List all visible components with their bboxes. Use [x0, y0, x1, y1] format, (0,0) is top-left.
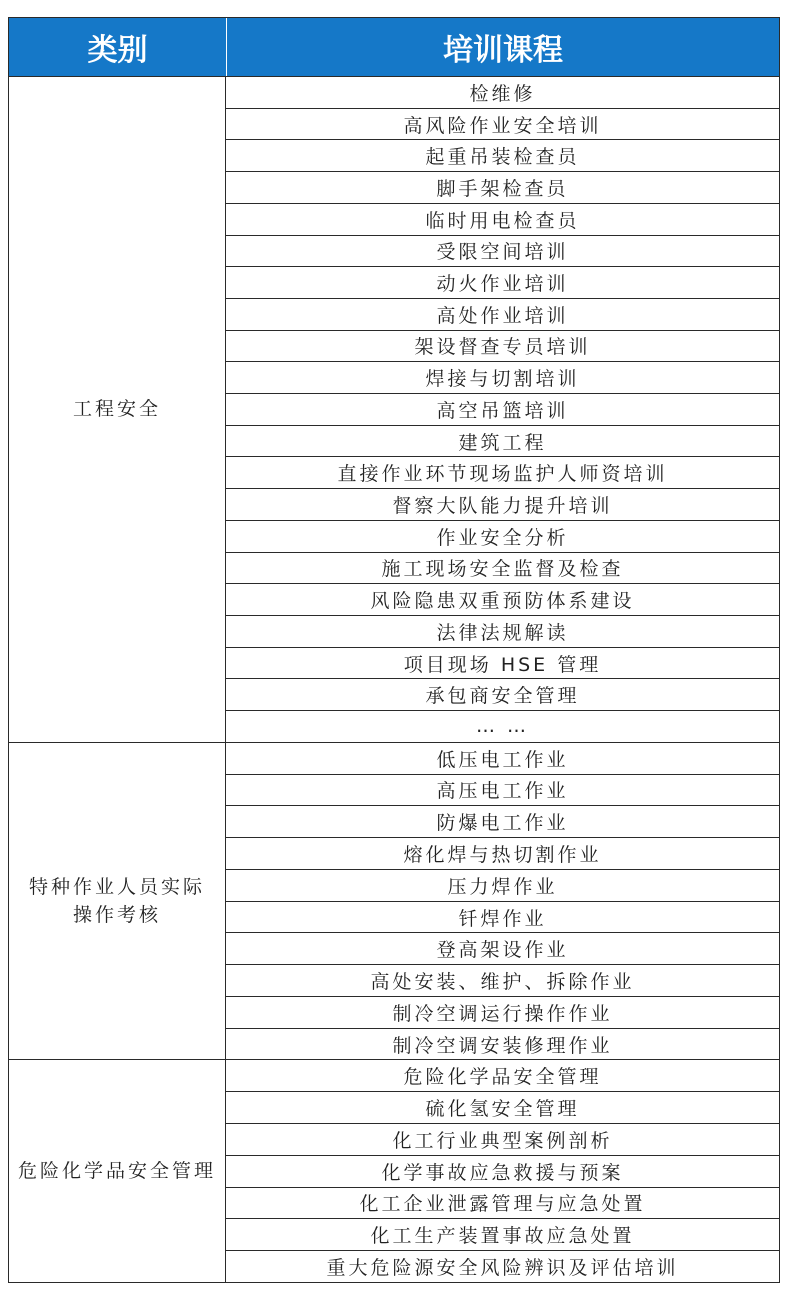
- course-cell: 风险隐患双重预防体系建设: [226, 584, 779, 616]
- course-cell: 高处安装、维护、拆除作业: [226, 965, 779, 997]
- course-cell: 项目现场 HSE 管理: [226, 648, 779, 680]
- course-cell: 高空吊篮培训: [226, 394, 779, 426]
- table-body: [9, 77, 779, 1282]
- course-cell: 施工现场安全监督及检查: [226, 553, 779, 585]
- course-cell: 登高架设作业: [226, 933, 779, 965]
- category-label: 特种作业人员实际操作考核: [28, 876, 205, 927]
- group-hazardous-chemicals: [9, 1060, 779, 1282]
- course-cell: 直接作业环节现场监护人师资培训: [226, 457, 779, 489]
- category-cell: [9, 743, 226, 1060]
- header-course: 培训课程: [443, 33, 563, 68]
- course-cell: 钎焊作业: [226, 902, 779, 934]
- table-header: [9, 18, 779, 77]
- category-cell: 工程安全: [9, 77, 226, 742]
- course-cell: 法律法规解读: [226, 616, 779, 648]
- course-cell: 重大危险源安全风险辨识及评估培训: [326, 1257, 679, 1280]
- group-special-operations: [9, 743, 779, 1061]
- group-engineering-safety: [9, 77, 779, 743]
- training-table: [8, 17, 780, 1283]
- course-cell: 焊接与切割培训: [226, 362, 779, 394]
- course-cell: 架设督查专员培训: [226, 331, 779, 363]
- course-cell: 作业安全分析: [226, 521, 779, 553]
- course-cell: 制冷空调安装修理作业: [392, 1034, 613, 1057]
- course-list: [226, 743, 779, 1060]
- course-cell: 压力焊作业: [226, 870, 779, 902]
- course-cell: 危险化学品安全管理: [226, 1060, 779, 1092]
- course-list: [226, 1060, 779, 1282]
- course-cell: 硫化氢安全管理: [226, 1092, 779, 1124]
- course-cell: 高处作业培训: [226, 299, 779, 331]
- course-cell: 化工行业典型案例剖析: [226, 1124, 779, 1156]
- course-cell: 检维修: [226, 77, 779, 109]
- course-cell: 高压电工作业: [226, 775, 779, 807]
- course-list: [226, 77, 779, 742]
- course-cell: 高风险作业安全培训: [226, 109, 779, 141]
- course-cell: 化学事故应急救援与预案: [226, 1156, 779, 1188]
- course-cell: 脚手架检查员: [226, 172, 779, 204]
- course-cell: … …: [475, 715, 530, 738]
- course-cell: 制冷空调运行操作作业: [226, 997, 779, 1029]
- course-cell: 化工企业泄露管理与应急处置: [226, 1188, 779, 1220]
- course-cell: 低压电工作业: [226, 743, 779, 775]
- category-cell: 危险化学品安全管理: [9, 1060, 226, 1282]
- course-cell: 化工生产装置事故应急处置: [226, 1219, 779, 1251]
- course-cell: 受限空间培训: [226, 236, 779, 268]
- course-cell: 建筑工程: [226, 426, 779, 458]
- course-cell: 防爆电工作业: [226, 806, 779, 838]
- course-cell: 起重吊装检查员: [226, 140, 779, 172]
- course-cell: 动火作业培训: [226, 267, 779, 299]
- header-category: 类别: [9, 18, 227, 76]
- course-cell: 临时用电检查员: [226, 204, 779, 236]
- course-cell: 熔化焊与热切割作业: [226, 838, 779, 870]
- course-cell: 承包商安全管理: [226, 679, 779, 711]
- course-cell: 督察大队能力提升培训: [226, 489, 779, 521]
